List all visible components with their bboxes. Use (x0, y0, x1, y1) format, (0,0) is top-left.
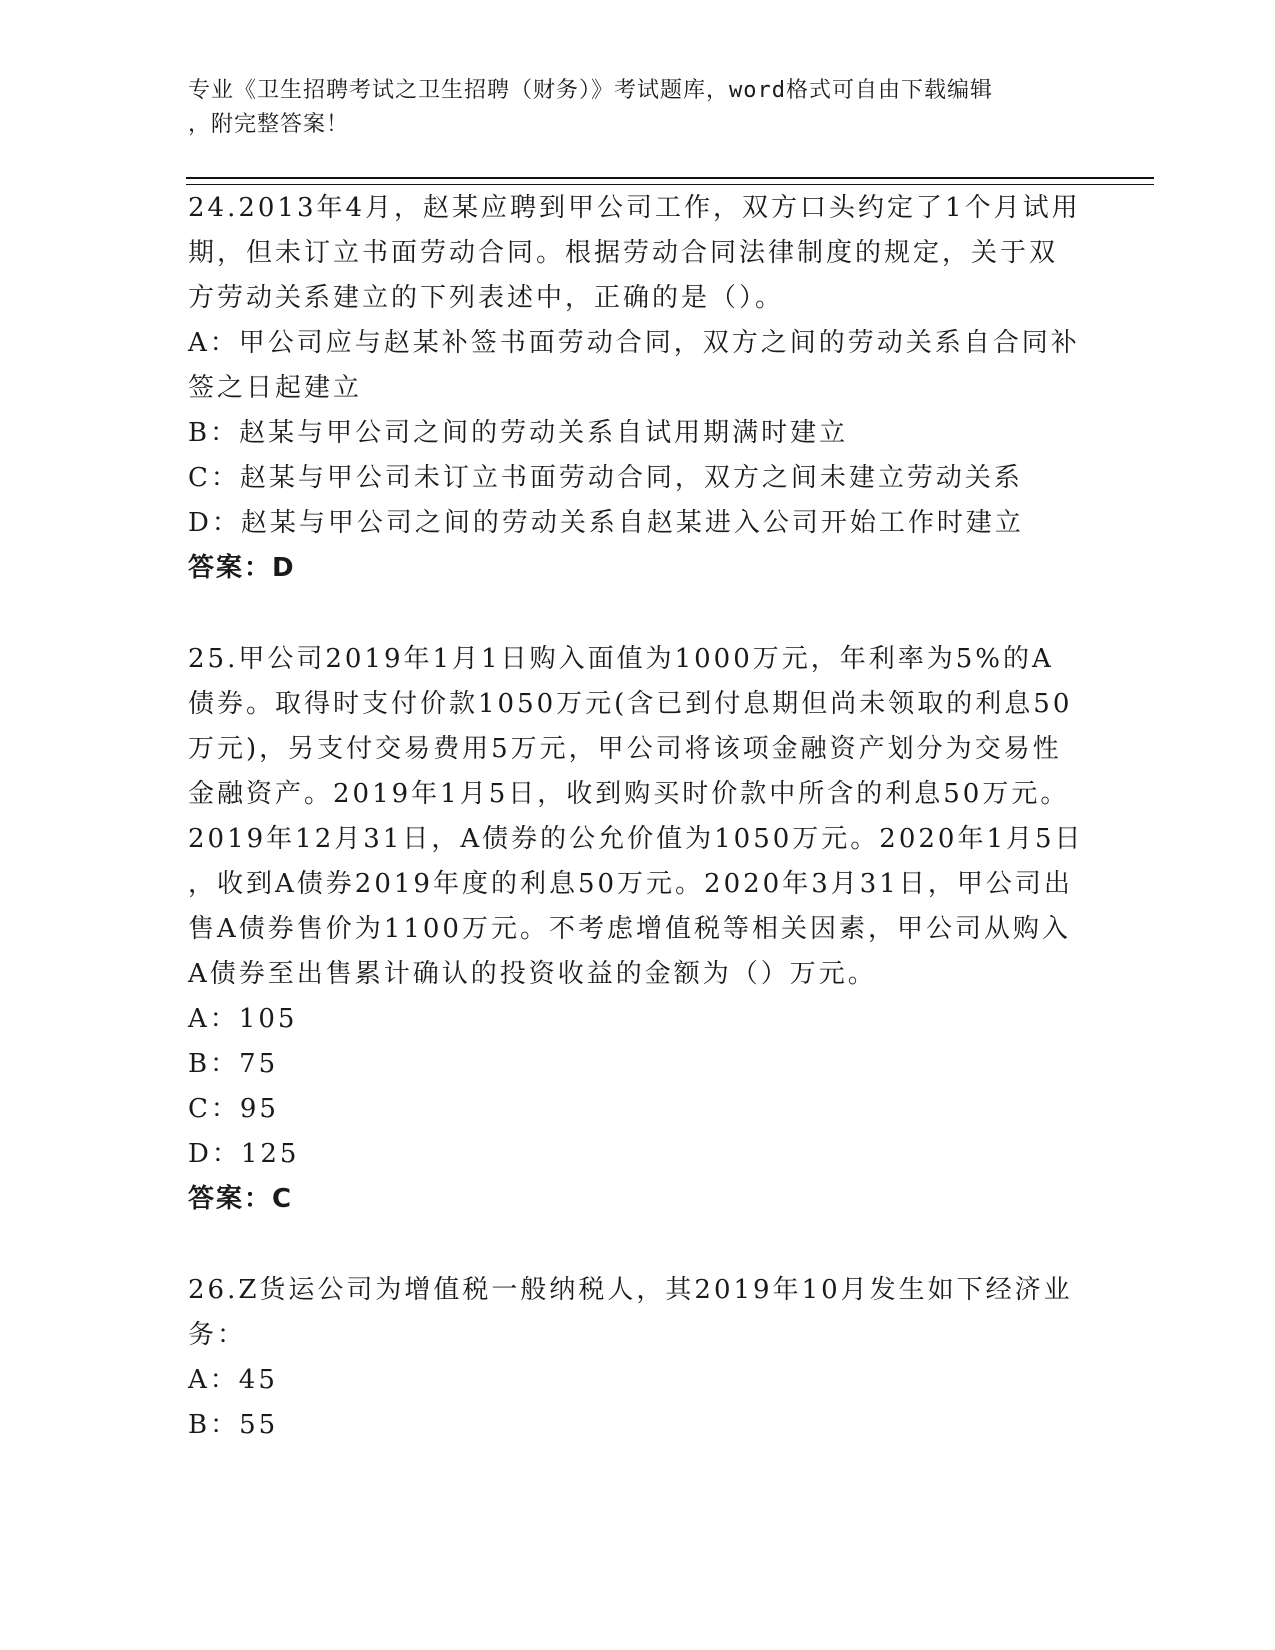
option-a (188, 321, 1088, 411)
question-stem (188, 1268, 1088, 1358)
question-stem-line: 25.甲公司2019年1月1日购入面值为1000万元，年利率为5%的A (188, 644, 1054, 674)
question-stem-line: 24.2013年4月，赵某应聘到甲公司工作，双方口头约定了1个月试用 (188, 193, 1081, 223)
option-line: 签之日起建立 (188, 373, 363, 403)
question-stem-line: 方劳动关系建立的下列表述中，正确的是（）。 (188, 283, 785, 313)
header-line-2: ，附完整答案！ (188, 112, 350, 137)
question-stem-line: ，收到A债券2019年度的利息50万元。2020年3月31日，甲公司出 (188, 869, 1073, 899)
header-line-1: 专业《卫生招聘考试之卫生招聘（财务）》考试题库，word格式可自由下载编辑 (188, 78, 993, 103)
option-c: C：赵某与甲公司未订立书面劳动合同，双方之间未建立劳动关系 (188, 463, 1023, 493)
question-stem-line: 2019年12月31日，A债券的公允价值为1050万元。2020年1月5日 (188, 824, 1084, 854)
question-stem-line: 万元)，另支付交易费用5万元，甲公司将该项金融资产划分为交易性 (188, 734, 1062, 764)
option-b: B：75 (188, 1049, 279, 1079)
option-a: A：105 (188, 1004, 298, 1034)
question-stem-line: 26.Z货运公司为增值税一般纳税人，其2019年10月发生如下经济业 (188, 1275, 1073, 1305)
header-rule-thin (186, 184, 1154, 185)
question-24 (188, 186, 1088, 591)
question-stem-line: 期，但未订立书面劳动合同。根据劳动合同法律制度的规定，关于双 (188, 238, 1059, 268)
header-rule-thick (186, 177, 1154, 179)
question-list (188, 186, 1088, 1494)
answer-label: 答案：D (188, 553, 296, 583)
option-line: A：甲公司应与赵某补签书面劳动合同，双方之间的劳动关系自合同补 (188, 328, 1080, 358)
answer-label: 答案：C (188, 1184, 294, 1214)
option-d: D：125 (188, 1139, 300, 1169)
question-stem-line: A债券至出售累计确认的投资收益的金额为（）万元。 (188, 959, 877, 989)
question-25 (188, 637, 1088, 1222)
option-d: D：赵某与甲公司之间的劳动关系自赵某进入公司开始工作时建立 (188, 508, 1024, 538)
document-header (188, 74, 1068, 142)
question-stem-line: 债券。取得时支付价款1050万元(含已到付息期但尚未领取的利息50 (188, 689, 1073, 719)
question-stem-line: 务： (188, 1320, 247, 1350)
option-c: C：95 (188, 1094, 279, 1124)
question-stem (188, 186, 1088, 321)
question-stem-line: 售A债券售价为1100万元。不考虑增值税等相关因素，甲公司从购入 (188, 914, 1071, 944)
question-26 (188, 1268, 1088, 1448)
option-b: B：赵某与甲公司之间的劳动关系自试用期满时建立 (188, 418, 849, 448)
question-stem (188, 637, 1088, 997)
option-a: A：45 (188, 1365, 278, 1395)
question-stem-line: 金融资产。2019年1月5日，收到购买时价款中所含的利息50万元。 (188, 779, 1070, 809)
option-b: B：55 (188, 1410, 279, 1440)
